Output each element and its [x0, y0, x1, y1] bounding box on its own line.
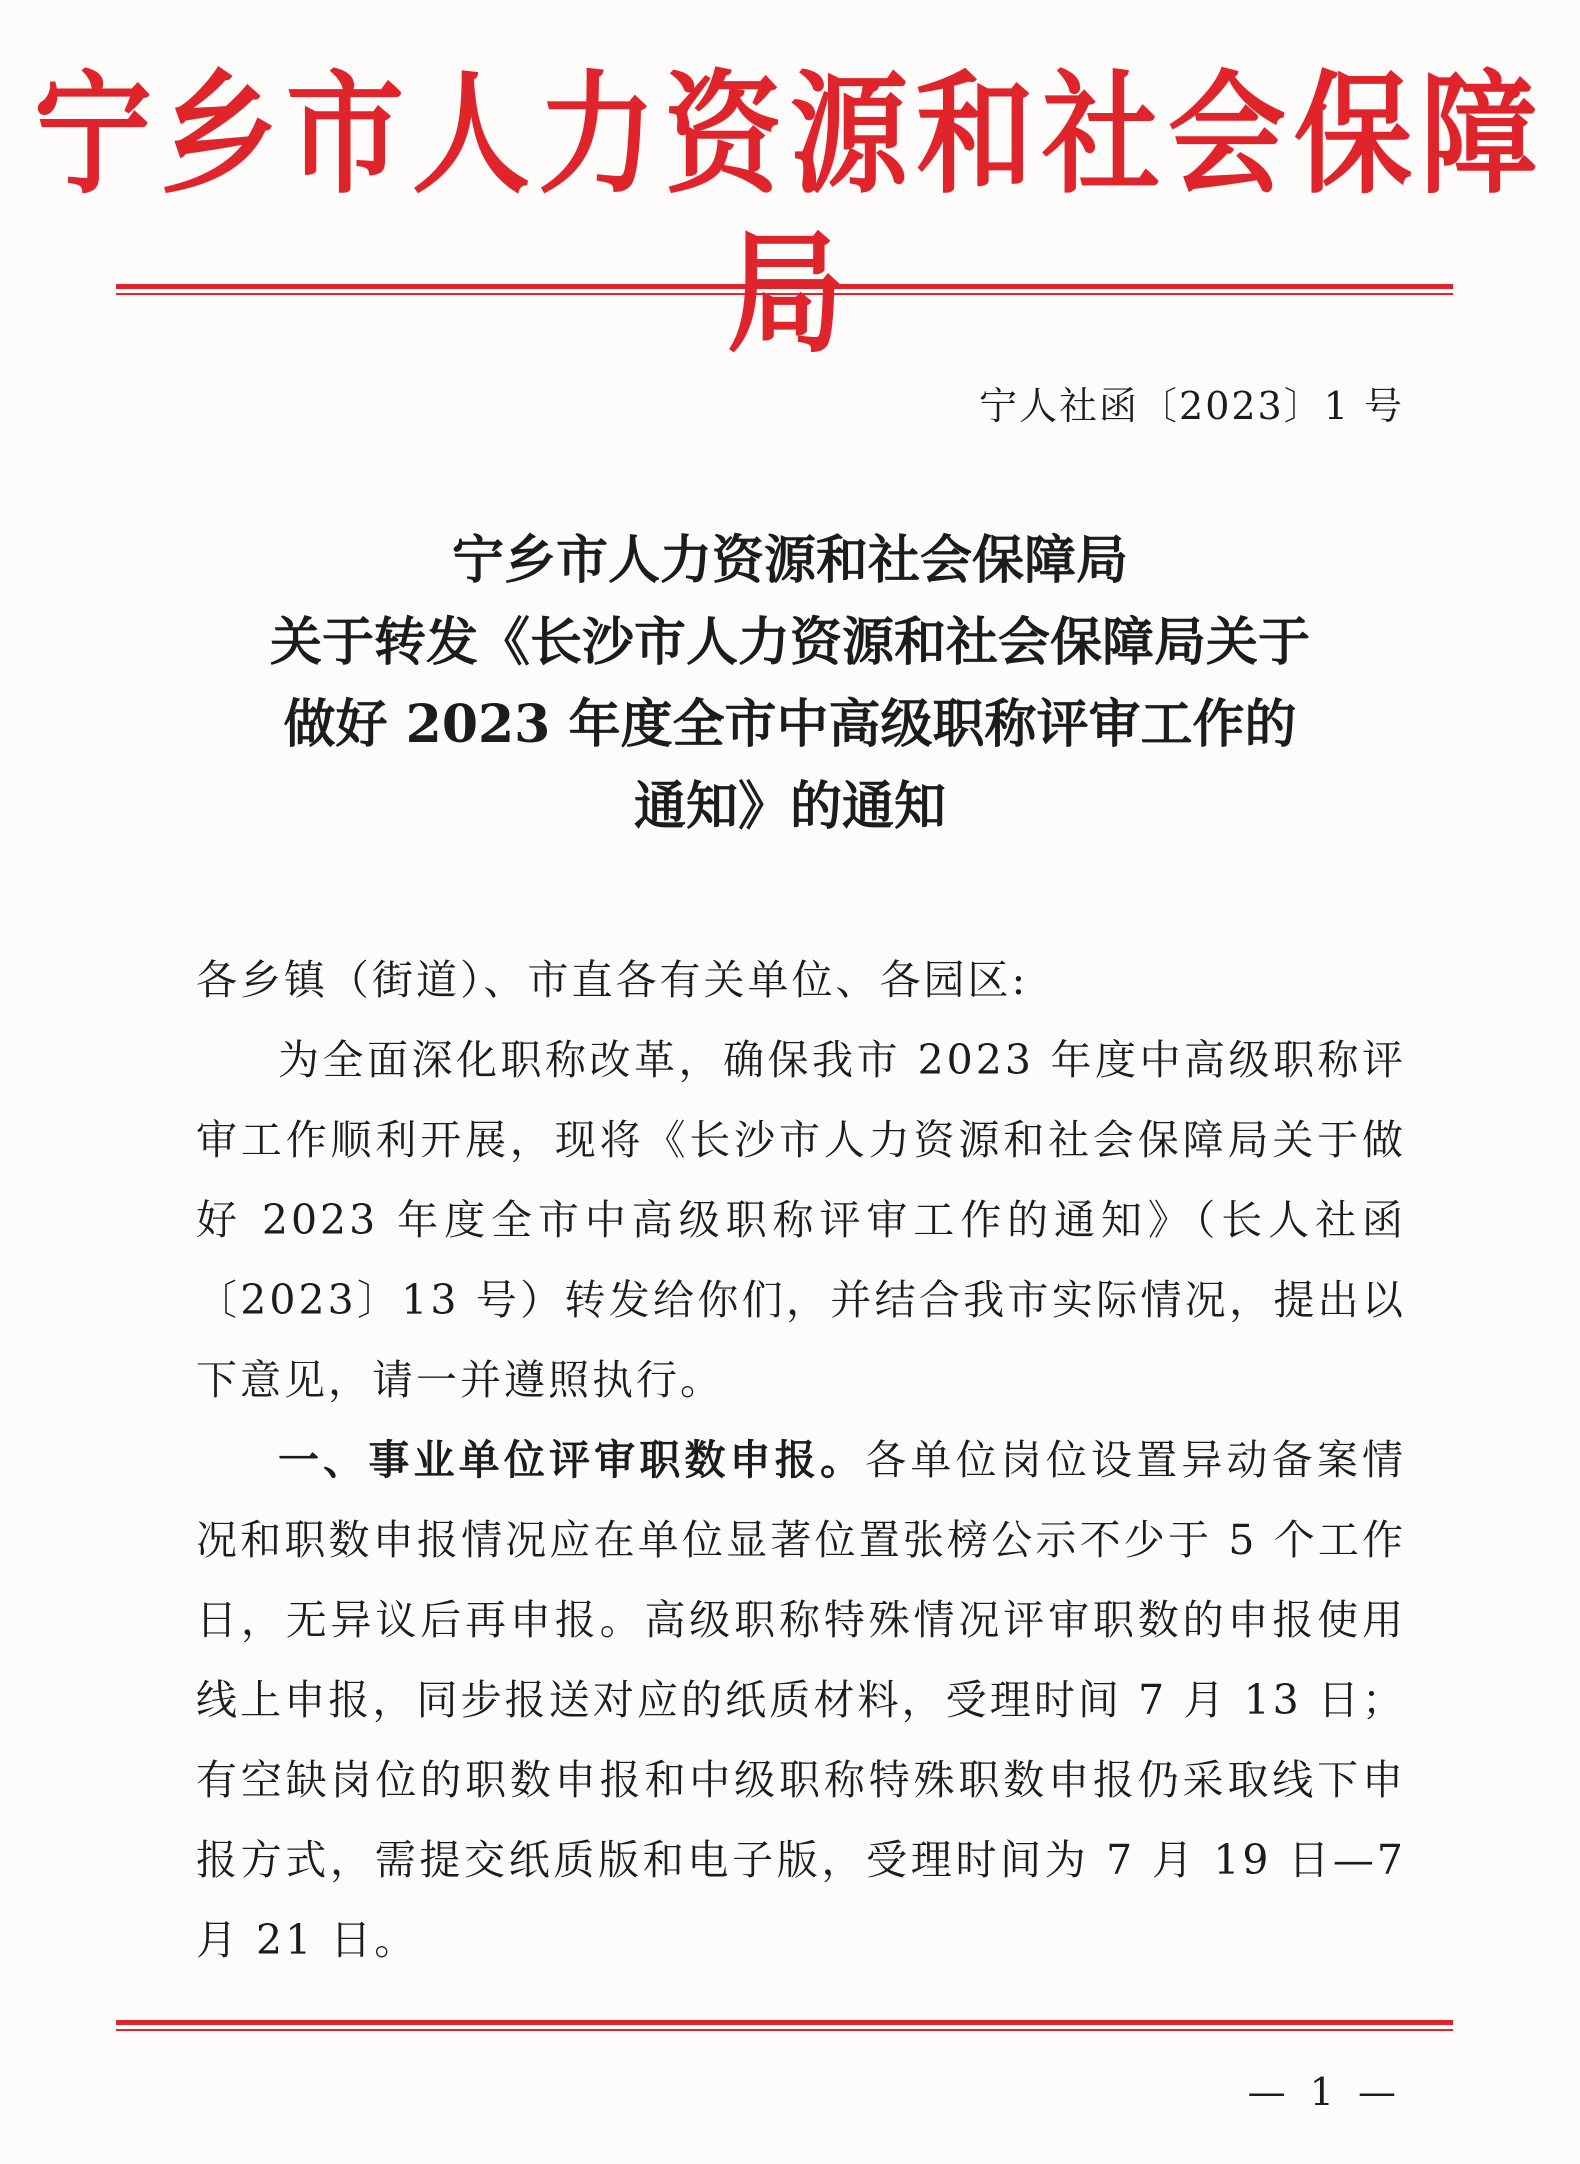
title-line: 关于转发《长沙市人力资源和社会保障局关于 [269, 612, 1310, 673]
footer-divider [116, 2020, 1453, 2031]
page-number: — 1 — [1247, 2070, 1402, 2114]
intro-paragraph: 为全面深化职称改革，确保我市 2023 年度中高级职称评审工作顺利开展，现将《长沙市人力资源和社会保障局关于做好 2023 年度全市中高级职称评审工作的通知》（长人社函〔2023〕13 号）转发给你们，并结合我市实际情况，提出以下意见，请一并遵照执行。 [196, 1036, 1406, 1404]
salutation: 各乡镇（街道）、市直各有关单位、各园区: [196, 956, 1029, 1004]
document-body [196, 940, 1406, 1980]
document-title [140, 520, 1440, 848]
document-number: 宁人社函〔2023〕1 号 [979, 384, 1404, 428]
title-line: 宁乡市人力资源和社会保障局 [451, 530, 1128, 591]
masthead-divider [116, 284, 1453, 295]
masthead-title: 宁乡市人力资源和社会保障局 [33, 56, 1546, 371]
section-1-text: 各单位岗位设置异动备案情况和职数申报情况应在单位显著位置张榜公示不少于 5 个工作日，无异议后再申报。高级职称特殊情况评审职数的申报使用线上申报，同步报送对应的纸质材料，受理时间 7 月 13 日；有空缺岗位的职数申报和中级职称特殊职数申报仍采取线下申报方式，需提交纸质版和电子版，受理时间为 7 月 19 日—7 月 21 日。 [196, 1436, 1407, 1964]
title-line: 做好 2023 年度全市中高级职称评审工作的 [283, 694, 1297, 755]
title-line: 通知》的通知 [633, 776, 946, 837]
section-1-heading: 一、事业单位评审职数申报。 [278, 1436, 866, 1484]
section-1-paragraph [196, 1420, 1406, 1980]
